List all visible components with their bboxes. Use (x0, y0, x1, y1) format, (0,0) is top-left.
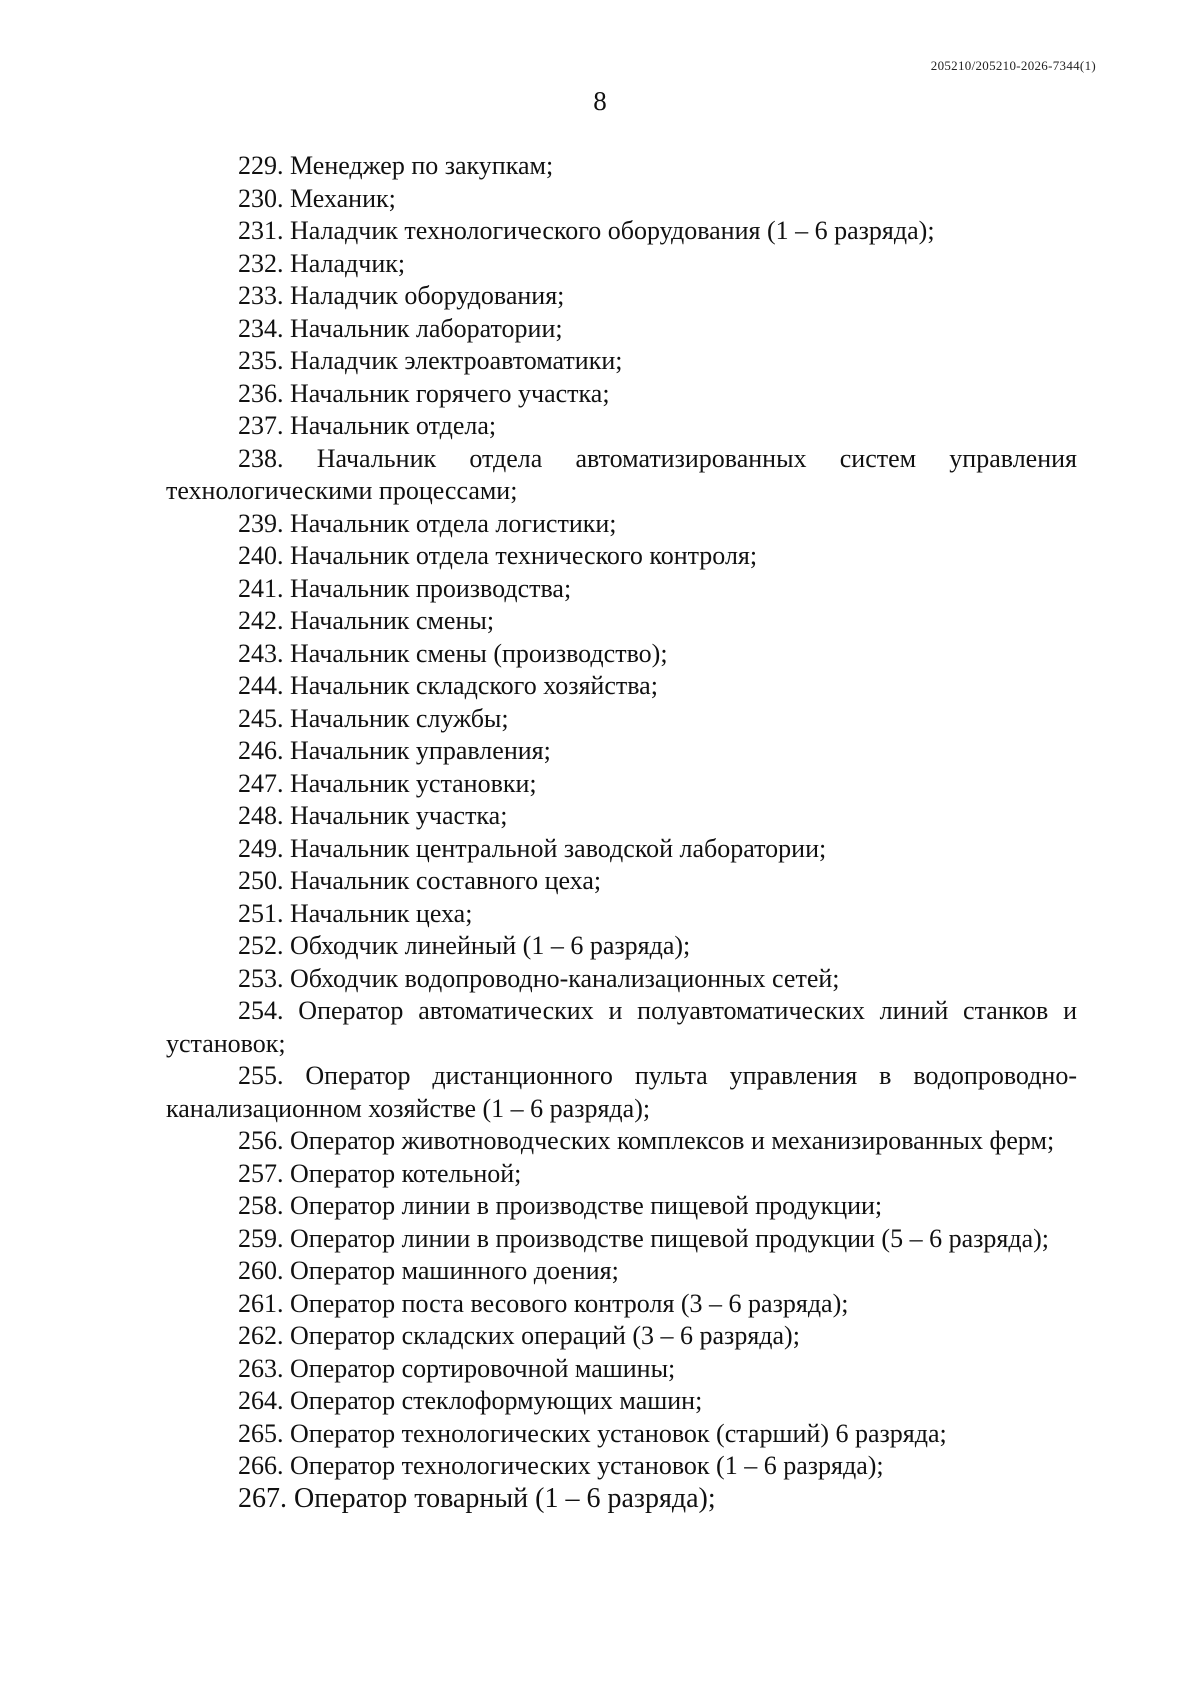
list-item: 242. Начальник смены; (238, 606, 495, 635)
list-item: 243. Начальник смены (производство); (238, 638, 668, 668)
list-item: 263. Оператор сортировочной машины; (238, 1353, 676, 1383)
list-item: 262. Оператор складских операций (3 – 6 разряда); (238, 1321, 800, 1350)
list-item: 265. Оператор технологических установок (старший) 6 разряда; (238, 1418, 947, 1448)
list-item: 264. Оператор стеклоформующих машин; (238, 1386, 703, 1415)
list-item: 250. Начальник составного цеха; (238, 866, 602, 895)
list-item: 255. Оператор дистанционного пульта управления в водопроводно-канализационном хозяйстве (1 – 6 разряда); (166, 1061, 1077, 1123)
list-item: 233. Наладчик оборудования; (238, 281, 565, 310)
list-item: 244. Начальник складского хозяйства; (238, 671, 658, 700)
list-item: 266. Оператор технологических установок (1 – 6 разряда); (238, 1451, 884, 1480)
list-item: 229. Менеджер по закупкам; (238, 151, 554, 180)
list-item: 245. Начальник службы; (238, 703, 509, 733)
list-item: 236. Начальник горячего участка; (238, 378, 610, 408)
list-item: 240. Начальник отдела технического контроля; (238, 541, 758, 570)
list-item: 230. Механик; (238, 183, 396, 213)
list-item: 247. Начальник установки; (238, 768, 537, 798)
list-item: 237. Начальник отдела; (238, 411, 497, 440)
list-item: 246. Начальник управления; (238, 736, 551, 765)
page-number: 8 (593, 86, 607, 116)
list-item: 234. Начальник лаборатории; (238, 313, 563, 343)
list-item: 261. Оператор поста весового контроля (3 – 6 разряда); (238, 1288, 849, 1318)
document-code: 205210/205210-2026-7344(1) (930, 58, 1096, 73)
profession-list (166, 150, 1077, 1515)
list-item: 231. Наладчик технологического оборудования (1 – 6 разряда); (238, 216, 935, 245)
list-item: 252. Обходчик линейный (1 – 6 разряда); (238, 931, 691, 960)
list-item: 249. Начальник центральной заводской лаборатории; (238, 833, 827, 863)
list-item: 254. Оператор автоматических и полуавтоматических линий станков и установок; (166, 996, 1077, 1058)
list-item: 267. Оператор товарный (1 – 6 разряда); (238, 1482, 716, 1514)
list-item: 257. Оператор котельной; (238, 1158, 522, 1188)
list-item: 256. Оператор животноводческих комплексов и механизированных ферм; (238, 1126, 1055, 1155)
list-item: 232. Наладчик; (238, 248, 406, 278)
list-item: 239. Начальник отдела логистики; (238, 508, 617, 538)
list-item: 251. Начальник цеха; (238, 898, 473, 928)
list-item: 241. Начальник производства; (238, 573, 572, 603)
list-item: 258. Оператор линии в производстве пищевой продукции; (238, 1191, 883, 1220)
list-item: 235. Наладчик электроавтоматики; (238, 346, 623, 375)
list-item: 260. Оператор машинного доения; (238, 1256, 619, 1285)
list-item: 238. Начальник отдела автоматизированных систем управления технологическими процессами; (166, 443, 1077, 505)
list-item: 253. Обходчик водопроводно-канализационных сетей; (238, 963, 840, 993)
list-item: 259. Оператор линии в производстве пищевой продукции (5 – 6 разряда); (238, 1223, 1050, 1253)
list-item: 248. Начальник участка; (238, 801, 508, 830)
